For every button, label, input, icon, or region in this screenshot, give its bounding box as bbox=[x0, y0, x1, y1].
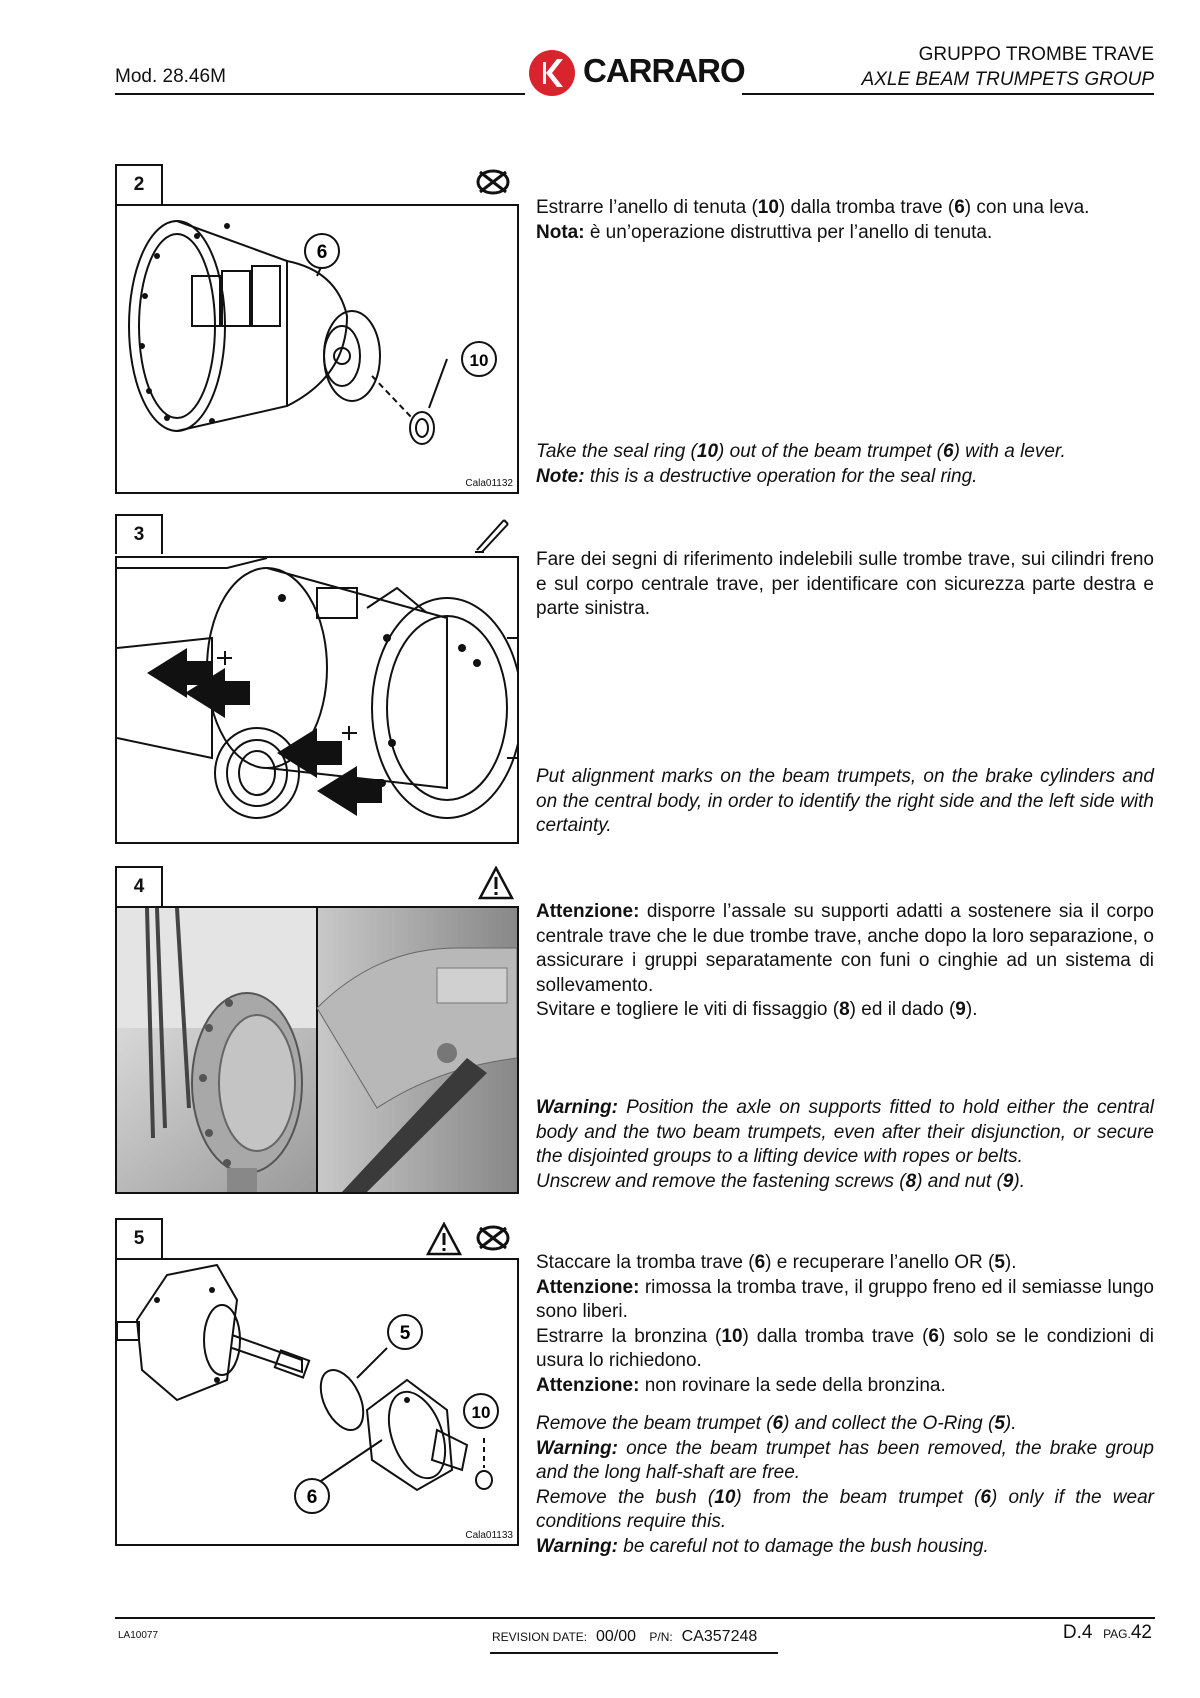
section-title-en: AXLE BEAM TRUMPETS GROUP bbox=[861, 69, 1154, 90]
step-4-text-it: Attenzione: disporre l’assale su supporti adatti a sostenere sia il corpo centrale trave che le due trombe trave, anche dopo la loro separazione, o assicurare i gruppi separatamente con funi o cinghie ad un sistema di sollevamento. Svitare e togliere le viti di fissaggio (8) ed il dado (9). bbox=[536, 901, 1154, 1020]
figure-code: Cala01133 bbox=[465, 1530, 513, 1541]
step-number-2: 2 bbox=[115, 164, 163, 204]
section-title bbox=[862, 42, 1154, 92]
step-3-text-en: Put alignment marks on the beam trumpets, on the brake cylinders and on the central body, in order to identify the right side and the left side with certainty. bbox=[536, 766, 1154, 836]
figure-step-4 bbox=[115, 906, 519, 1194]
model-label: Mod. 28.46M bbox=[115, 66, 226, 87]
step-4-text-en: Warning: Position the axle on supports fitted to hold either the central body and the two beam trumpets, even after their disjunction, or secure the disjointed groups to a lifting device with ropes or belts. Unscrew and remove the fastening screws (8) and nut (9). bbox=[536, 1097, 1154, 1192]
figure-step-2 bbox=[115, 204, 519, 494]
logo-mark-icon bbox=[527, 48, 579, 98]
page-number: D.4 PAG.42 bbox=[1062, 1622, 1152, 1643]
revision-info: REVISION DATE: 00/00 P/N: CA357248 bbox=[492, 1628, 758, 1645]
header-rule-right bbox=[742, 93, 1154, 95]
footer-rule bbox=[115, 1617, 1155, 1619]
step-5-text-en: Remove the beam trumpet (6) and collect the O-Ring (5). Warning: once the beam trumpet has been removed, the brake group and the long half-shaft are free. Remove the bush (10) from the beam trumpet (6) only if the wear conditions require this. Warning: be careful not to damage the bush housing. bbox=[536, 1413, 1154, 1557]
section-title-it: GRUPPO TROMBE TRAVE bbox=[918, 44, 1154, 65]
callout-10: 10 bbox=[469, 351, 489, 370]
marker-pen-icon bbox=[472, 514, 512, 554]
callout-6: 6 bbox=[306, 1487, 318, 1508]
doc-code: LA10077 bbox=[118, 1630, 159, 1641]
step-number-4: 4 bbox=[115, 866, 163, 906]
scrap-disposal-icon bbox=[476, 168, 510, 196]
warning-icon bbox=[478, 866, 514, 900]
figure-step-5 bbox=[115, 1258, 519, 1546]
step-5-text-it: Staccare la tromba trave (6) e recuperare l’anello OR (5). Attenzione: rimossa la tromba trave, il gruppo freno ed il semiasse lungo sono liberi. Estrarre la bronzina (10) dalla tromba trave (6) solo se le condizioni di usura lo richiedono. Attenzione: non rovinare la sede della bronzina. bbox=[536, 1252, 1154, 1396]
figure-code: Cala01132 bbox=[465, 478, 513, 489]
step-number-5: 5 bbox=[115, 1218, 163, 1258]
figure-step-3 bbox=[115, 556, 519, 844]
axle-photo-pair bbox=[117, 908, 517, 1192]
step-number-3: 3 bbox=[115, 514, 163, 554]
logo-wordmark: CARRARO bbox=[583, 52, 745, 89]
trumpet-seal-drawing bbox=[117, 206, 517, 492]
trumpet-oring-bush-drawing bbox=[117, 1260, 517, 1544]
step-3-text-it: Fare dei segni di riferimento indelebili sulle trombe trave, sui cilindri freno e sul corpo centrale trave, per identificare con sicurezza parte destra e parte sinistra. bbox=[536, 549, 1154, 619]
header-rule-left bbox=[115, 93, 525, 95]
scrap-disposal-icon bbox=[476, 1224, 510, 1252]
warning-icon bbox=[426, 1222, 462, 1256]
carraro-logo bbox=[527, 48, 745, 98]
step-2-text-it: Estrarre l’anello di tenuta (10) dalla tromba trave (6) con una leva. Nota: è un’operazione distruttiva per l’anello di tenuta. bbox=[536, 197, 1090, 243]
axle-alignment-marks-drawing bbox=[117, 558, 517, 842]
callout-10: 10 bbox=[471, 1403, 491, 1422]
callout-6: 6 bbox=[316, 242, 328, 263]
revision-rule bbox=[490, 1652, 778, 1654]
step-2-text-en: Take the seal ring (10) out of the beam trumpet (6) with a lever. Note: this is a destructive operation for the seal ring. bbox=[536, 441, 1066, 487]
callout-5: 5 bbox=[399, 1323, 411, 1344]
